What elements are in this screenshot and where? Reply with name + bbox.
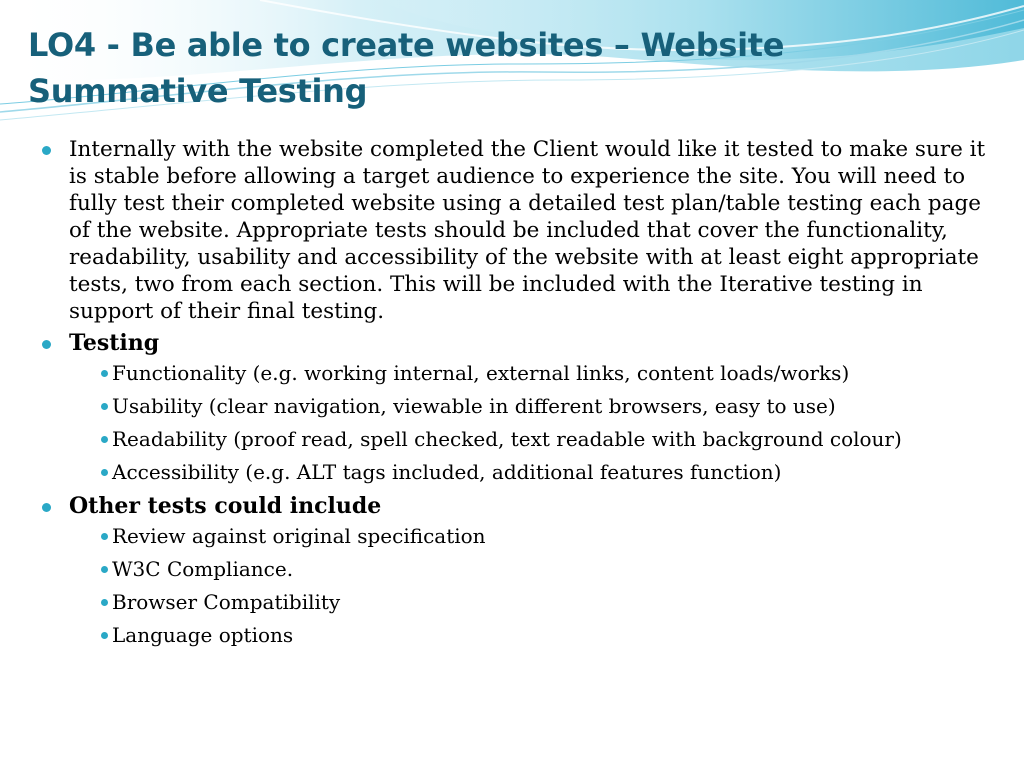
testing-bullet — [40, 330, 1000, 485]
list-item — [69, 427, 1000, 452]
list-item-text: W3C Compliance. — [112, 557, 294, 581]
list-item-text: Language options — [112, 623, 294, 647]
sub-bullet-dot-icon — [101, 469, 108, 476]
intro-text: Internally with the website completed the Client would like it tested to make sure it is stable before allowing a target audience to experience the site. You will need to fully test their completed website using a detailed test plan/table testing each page of the website. Appropriate tests should be included that cover the functionality, readability, usability and accessibility of the website with at least eight appropriate tests, two from each section. This will be included with the Iterative testing in support of their final testing. — [69, 137, 986, 324]
bullet-dot-icon — [42, 503, 51, 512]
bullet-list — [40, 136, 1000, 648]
sub-bullet-dot-icon — [101, 436, 108, 443]
bullet-dot-icon — [42, 340, 51, 349]
list-item-text: Accessibility (e.g. ALT tags included, additional features function) — [112, 460, 782, 484]
list-item-text: Browser Compatibility — [112, 590, 341, 614]
slide-title — [28, 22, 988, 114]
sub-bullet-dot-icon — [101, 403, 108, 410]
slide-title-line-1: LO4 - Be able to create websites – Website — [28, 26, 785, 64]
other-tests-sublist — [69, 524, 1000, 648]
list-item-text: Review against original specification — [112, 524, 486, 548]
sub-bullet-dot-icon — [101, 533, 108, 540]
testing-heading: Testing — [69, 330, 160, 356]
bullet-dot-icon — [42, 146, 51, 155]
list-item — [69, 590, 1000, 615]
other-tests-heading: Other tests could include — [69, 493, 382, 519]
list-item-text: Usability (clear navigation, viewable in different browsers, easy to use) — [112, 394, 836, 418]
other-tests-bullet — [40, 493, 1000, 648]
sub-bullet-dot-icon — [101, 566, 108, 573]
testing-sublist — [69, 361, 1000, 485]
sub-bullet-dot-icon — [101, 632, 108, 639]
slide-title-line-2: Summative Testing — [28, 72, 368, 110]
intro-bullet — [40, 136, 1000, 325]
list-item — [69, 394, 1000, 419]
slide-body — [40, 136, 1000, 656]
list-item-text: Functionality (e.g. working internal, external links, content loads/works) — [112, 361, 850, 385]
sub-bullet-dot-icon — [101, 370, 108, 377]
list-item-text: Readability (proof read, spell checked, text readable with background colour) — [112, 427, 902, 451]
list-item — [69, 557, 1000, 582]
list-item — [69, 460, 1000, 485]
list-item — [69, 524, 1000, 549]
sub-bullet-dot-icon — [101, 599, 108, 606]
list-item — [69, 623, 1000, 648]
list-item — [69, 361, 1000, 386]
